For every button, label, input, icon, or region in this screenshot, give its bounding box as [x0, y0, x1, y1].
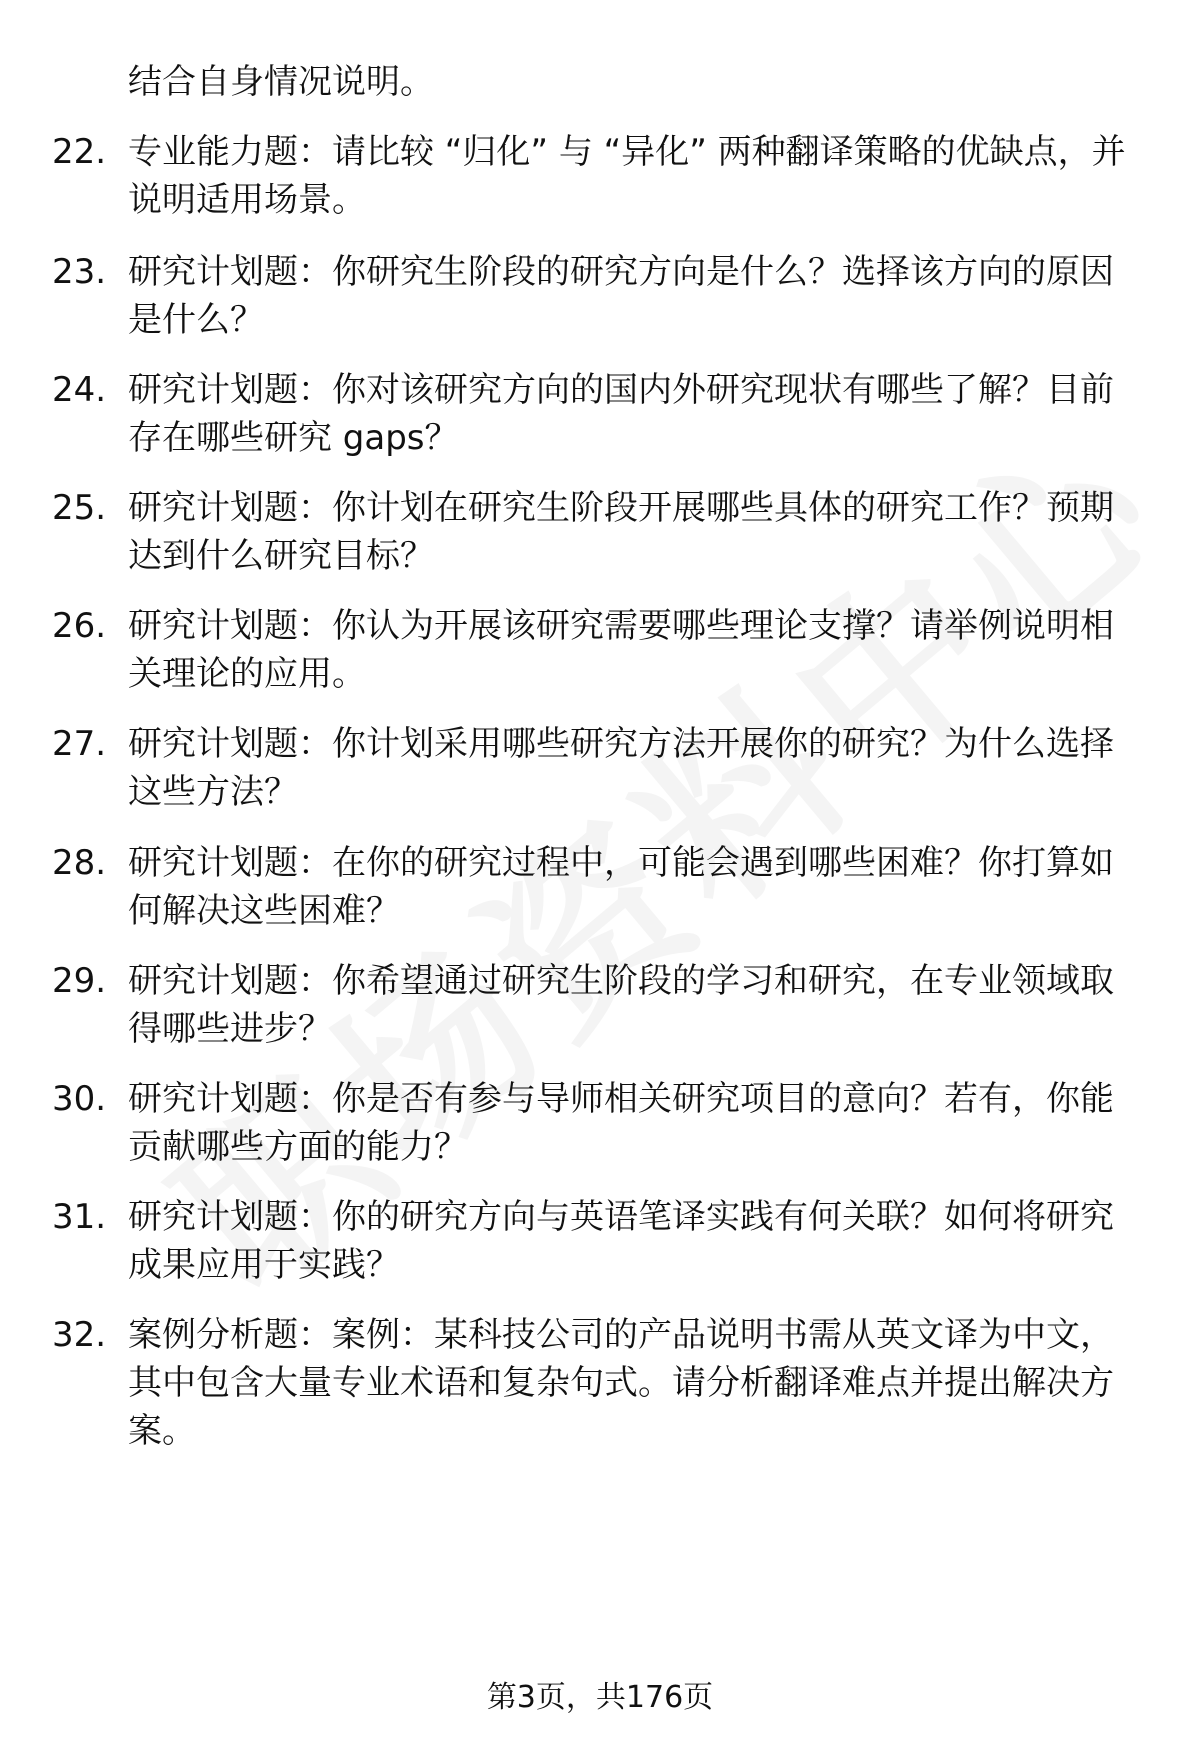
item-number: 22. [52, 132, 107, 172]
item-number: 25. [52, 488, 107, 528]
item-text: 研究计划题：你计划采用哪些研究方法开展你的研究？为什么选择这些方法？ [128, 724, 1114, 812]
item-text: 研究计划题：你的研究方向与英语笔译实践有何关联？如何将研究成果应用于实践？ [128, 1197, 1114, 1285]
item-text: 研究计划题：你研究生阶段的研究方向是什么？选择该方向的原因是什么？ [128, 252, 1114, 340]
item-text: 研究计划题：你认为开展该研究需要哪些理论支撑？请举例说明相关理论的应用。 [128, 606, 1114, 694]
item-number: 23. [52, 252, 107, 292]
item-text: 研究计划题：你是否有参与导师相关研究项目的意向？若有，你能贡献哪些方面的能力？ [128, 1079, 1114, 1167]
item-number: 24. [52, 370, 107, 410]
item-text: 研究计划题：你希望通过研究生阶段的学习和研究，在专业领域取得哪些进步？ [128, 961, 1114, 1049]
item-number: 30. [52, 1079, 107, 1119]
item-number: 27. [52, 724, 107, 764]
item-text: 研究计划题：在你的研究过程中，可能会遇到哪些困难？你打算如何解决这些困难？ [128, 843, 1114, 931]
item-number: 26. [52, 606, 107, 646]
item-text: 研究计划题：你对该研究方向的国内外研究现状有哪些了解？目前存在哪些研究 gaps？ [128, 370, 1114, 458]
item-number: 28. [52, 843, 107, 883]
item-number: 31. [52, 1197, 107, 1237]
page-footer: 第3页，共176页 [486, 1680, 714, 1715]
item-text: 案例分析题：案例：某科技公司的产品说明书需从英文译为中文，其中包含大量专业术语和复杂句式。请分析翻译难点并提出解决方案。 [128, 1315, 1114, 1451]
item-text: 研究计划题：你计划在研究生阶段开展哪些具体的研究工作？预期达到什么研究目标？ [128, 488, 1114, 576]
item-number: 29. [52, 961, 107, 1001]
item-text: 专业能力题：请比较 “归化” 与 “异化” 两种翻译策略的优缺点，并说明适用场景。 [128, 132, 1126, 220]
continuation-text: 结合自身情况说明。 [128, 62, 434, 102]
item-number: 32. [52, 1315, 107, 1355]
